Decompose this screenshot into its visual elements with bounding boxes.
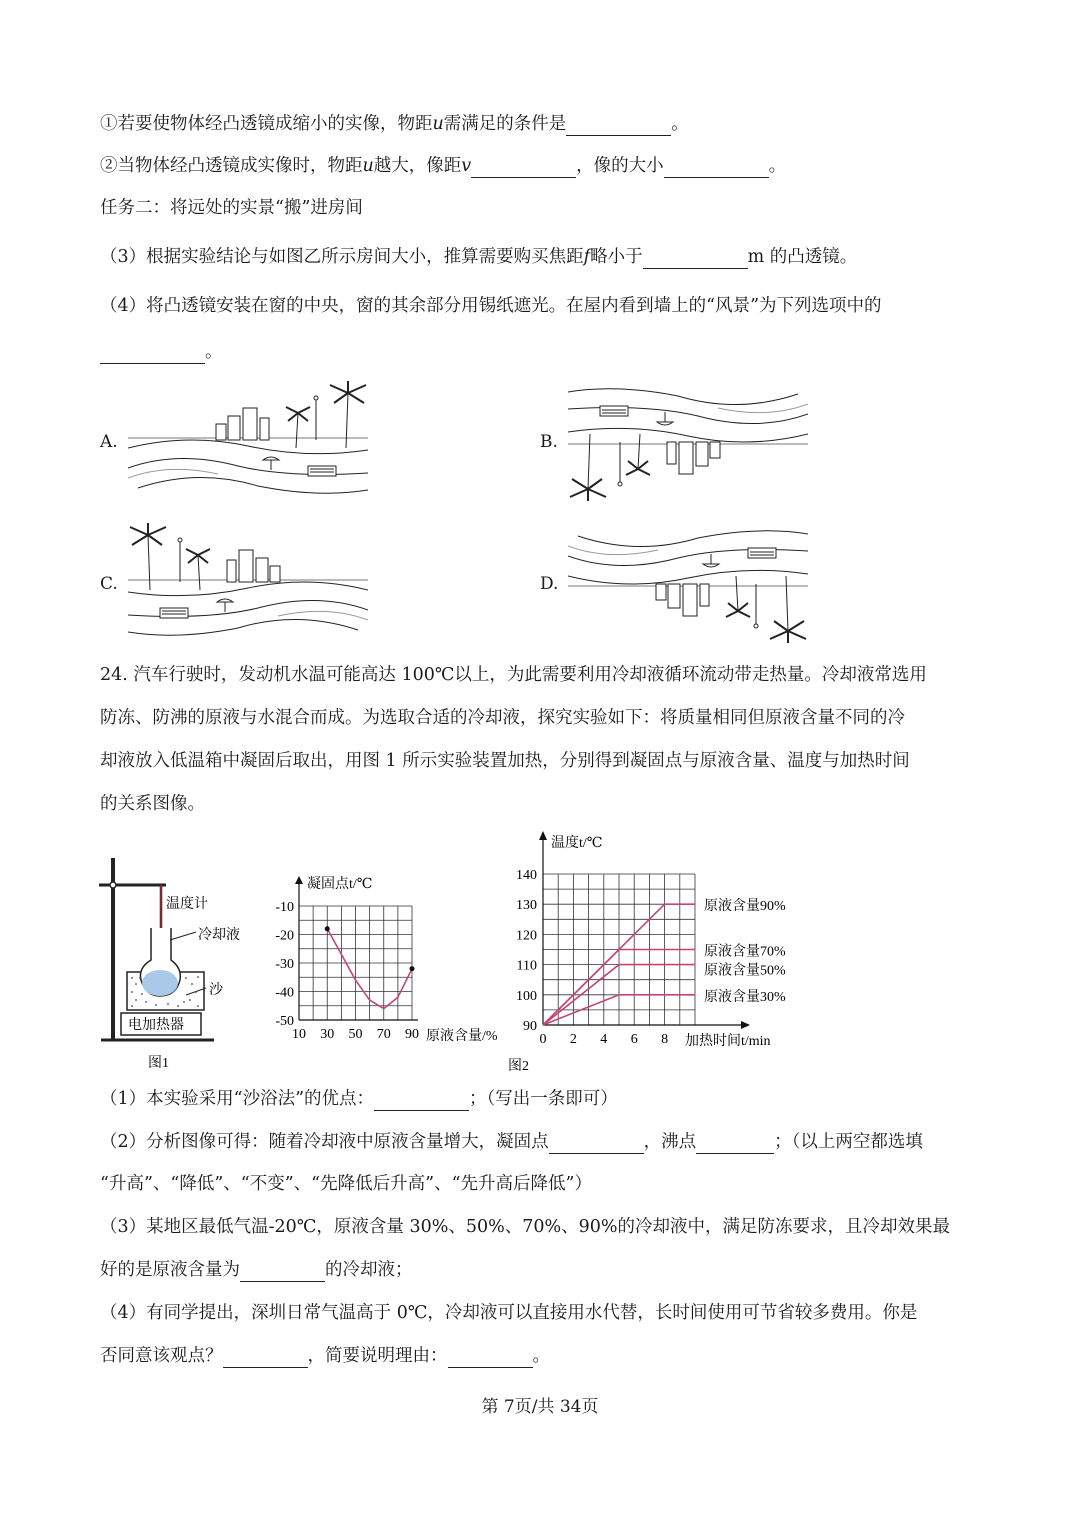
text: 。: [205, 342, 223, 362]
x-tick-label: 70: [376, 1027, 391, 1042]
q24-sub-2-options: “升高”、“降低”、“不变”、“先降低后升高”、“先升高后降低”）: [100, 1174, 592, 1194]
freezing-point-chart: [262, 870, 522, 1050]
x-tick-label: 2: [569, 1032, 577, 1047]
y-axis-arrow: [539, 831, 547, 840]
scene-image-c[interactable]: [128, 520, 368, 646]
text: m 的凸透镜。: [747, 247, 858, 267]
y-tick-label: 140: [516, 868, 537, 883]
q24-sub-4-cont: [100, 1344, 550, 1368]
x-tick-label: 10: [292, 1027, 306, 1042]
x-tick-label: 0: [539, 1032, 547, 1047]
answer-blank[interactable]: [549, 1133, 644, 1154]
q24-para-3: 却液放入低温箱中凝固后取出，用图 1 所示实验装置加热，分别得到凝固点与原液含量、温度与加热时间: [100, 751, 910, 771]
answer-blank[interactable]: [223, 1347, 308, 1368]
text: 需满足的条件是: [443, 114, 567, 134]
sand-label: 沙: [209, 983, 223, 998]
option-a-label[interactable]: A.: [100, 432, 118, 452]
coolant-pointer: [170, 932, 196, 940]
series-label: 原液含量90%: [704, 899, 786, 915]
text: 。: [768, 156, 787, 176]
text: 略小于: [590, 247, 643, 267]
q23-sub-3: [100, 245, 857, 269]
answer-blank[interactable]: [696, 1133, 774, 1154]
series-label: 原液含量30%: [704, 989, 786, 1005]
answer-blank[interactable]: [100, 343, 205, 364]
scene-image-a[interactable]: [128, 378, 368, 504]
q24-para-4: 的关系图像。: [100, 794, 205, 814]
scene-group: [128, 381, 368, 493]
data-point: [410, 966, 415, 971]
text: 。: [671, 114, 689, 134]
option-c-label[interactable]: C.: [100, 574, 118, 594]
temperature-time-chart: [495, 828, 805, 1078]
text: 越大，像距: [373, 156, 462, 176]
data-point: [325, 926, 330, 931]
answer-blank[interactable]: [643, 248, 748, 269]
scene-group: [568, 389, 808, 501]
var-u: u: [432, 114, 444, 134]
y-tick-label: -10: [275, 900, 294, 915]
clamp-knob: [110, 882, 116, 888]
scene-image-b[interactable]: [568, 378, 808, 504]
var-f: f: [583, 247, 591, 267]
text: 否同意该观点？: [100, 1346, 223, 1366]
y-tick-label: 130: [516, 898, 537, 914]
text: （2）分析图像可得：随着冷却液中原液含量增大，凝固点: [100, 1132, 549, 1152]
text: 的冷却液；: [325, 1260, 413, 1280]
text: ②当物体经凸透镜成实像时，物距: [100, 156, 363, 176]
x-tick-label: 30: [320, 1027, 335, 1042]
y-tick-label: -50: [275, 1014, 294, 1029]
q24-sub-3: （3）某地区最低气温-20℃，原液含量 30%、50%、70%、90%的冷却液中，满足防冻要求，且冷却效果最: [100, 1217, 951, 1237]
x-tick-label: 90: [405, 1027, 419, 1042]
x-tick-label: 8: [661, 1032, 669, 1047]
option-b-label[interactable]: B.: [540, 432, 558, 452]
q24-sub-4: （4）有同学提出，深圳日常气温高于 0℃，冷却液可以直接用水代替，长时间使用可节省较多费用。你是: [100, 1303, 918, 1323]
q23-line-2: [100, 154, 786, 178]
q23-sub-4-blank-line: [100, 340, 223, 364]
series-label: 原液含量70%: [704, 944, 786, 960]
q24-para-2: 防冻、防沸的原液与水混合而成。为选取合适的冷却液，探究实验如下：将质量相同但原液含量不同的冷: [100, 708, 905, 728]
answer-blank[interactable]: [448, 1347, 533, 1368]
figure-1-apparatus: [96, 850, 261, 1075]
x-axis-label: 加热时间t/min: [685, 1034, 771, 1049]
answer-blank[interactable]: [374, 1090, 469, 1111]
answer-blank[interactable]: [566, 115, 671, 136]
x-tick-label: 50: [348, 1027, 363, 1042]
text: ①若要使物体经凸透镜成缩小的实像，物距: [100, 114, 433, 134]
answer-blank[interactable]: [664, 157, 769, 178]
text: ，简要说明理由：: [307, 1346, 448, 1366]
y-axis-arrow: [295, 876, 303, 884]
y-tick-label: 110: [516, 958, 537, 974]
task-two-heading: 任务二：将远处的实景“搬”进房间: [100, 198, 363, 218]
var-u: u: [362, 156, 374, 176]
y-axis-label: 凝固点t/℃: [307, 877, 373, 892]
text: 好的是原液含量为: [100, 1260, 240, 1280]
x-tick-label: 4: [600, 1032, 608, 1047]
scene-group: [568, 531, 808, 643]
x-axis-arrow: [741, 1021, 750, 1029]
answer-blank[interactable]: [471, 157, 576, 178]
y-tick-label: 120: [516, 928, 537, 944]
q24-para-1: 24. 汽车行驶时，发动机水温可能高达 100℃以上，为此需要利用冷却液循环流动带走热量。冷却液常选用: [100, 665, 927, 685]
text: ，沸点: [643, 1132, 697, 1152]
y-tick-label: -30: [275, 957, 294, 972]
q23-sub-4: （4）将凸透镜安装在窗的中央，窗的其余部分用锡纸遮光。在屋内看到墙上的“风景”为下列选项中的: [100, 296, 882, 316]
text: （1）本实验采用“沙浴法”的优点：: [100, 1089, 375, 1109]
x-axis-label: 原液含量/%: [426, 1029, 498, 1044]
figure-2-caption: 图2: [508, 1059, 529, 1074]
series-label: 原液含量50%: [704, 963, 786, 979]
q24-sub-3-cont: [100, 1258, 413, 1282]
coolant-liquid: [142, 970, 178, 996]
text: 。: [532, 1346, 550, 1366]
figure-1-caption: 图1: [148, 1056, 169, 1071]
y-axis-label: 温度t/℃: [551, 836, 603, 851]
scene-image-d[interactable]: [568, 520, 808, 646]
y-tick-label: -20: [275, 928, 294, 944]
page-footer: 第 7页/共 34页: [481, 1397, 599, 1417]
coolant-label: 冷却液: [198, 928, 240, 943]
y-tick-label: 100: [516, 988, 537, 1004]
thermometer-label: 温度计: [166, 897, 208, 912]
text: ，像的大小: [576, 156, 664, 176]
text: ；（写出一条即可）: [469, 1089, 618, 1109]
y-tick-label: 90: [523, 1019, 537, 1034]
q23-line-1: [100, 112, 689, 136]
y-tick-label: -40: [275, 985, 294, 1001]
q24-sub-1: [100, 1087, 618, 1111]
text: ；（以上两空都选填: [774, 1132, 923, 1152]
text: （3）根据实验结论与如图乙所示房间大小，推算需要购买焦距: [100, 247, 584, 267]
scene-group: [128, 523, 368, 635]
option-d-label[interactable]: D.: [540, 574, 559, 594]
heater-label: 电加热器: [128, 1018, 184, 1033]
q24-sub-2: [100, 1130, 923, 1154]
x-tick-label: 6: [630, 1032, 638, 1047]
var-v: v: [461, 156, 472, 176]
answer-blank[interactable]: [240, 1261, 325, 1282]
